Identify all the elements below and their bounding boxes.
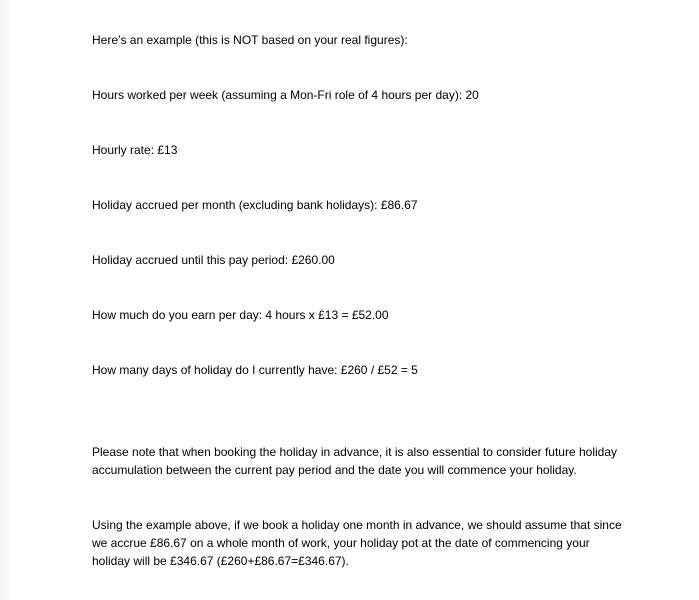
- note-line: Please note that when booking the holiday in advance, it is also essential to consider future holiday: [92, 445, 617, 459]
- example-line: Using the example above, if we book a holiday one month in advance, we should assume that since: [92, 518, 622, 532]
- advance-booking-example: [92, 516, 652, 570]
- example-line: we accrue £86.67 on a whole month of work, your holiday pot at the date of commencing your: [92, 536, 590, 550]
- example-line: holiday will be £346.67 (£260+£86.67=£346.67).: [92, 554, 349, 568]
- hours-per-week-line: Hours worked per week (assuming a Mon-Fri role of 4 hours per day): 20: [92, 88, 479, 102]
- holiday-accrued-to-date-line: Holiday accrued until this pay period: £260.00: [92, 253, 335, 267]
- earnings-per-day-line: How much do you earn per day: 4 hours x £13 = £52.00: [92, 308, 389, 322]
- hourly-rate-line: Hourly rate: £13: [92, 143, 178, 157]
- note-line: accumulation between the current pay period and the date you will commence your holiday.: [92, 463, 577, 477]
- intro-text: Here’s an example (this is NOT based on your real figures):: [92, 33, 408, 47]
- holiday-accrued-per-month-line: Holiday accrued per month (excluding bank holidays): £86.67: [92, 198, 418, 212]
- holiday-days-available-line: How many days of holiday do I currently have: £260 / £52 = 5: [92, 363, 418, 377]
- advance-booking-note: [92, 443, 652, 479]
- page-left-edge: [0, 0, 9, 600]
